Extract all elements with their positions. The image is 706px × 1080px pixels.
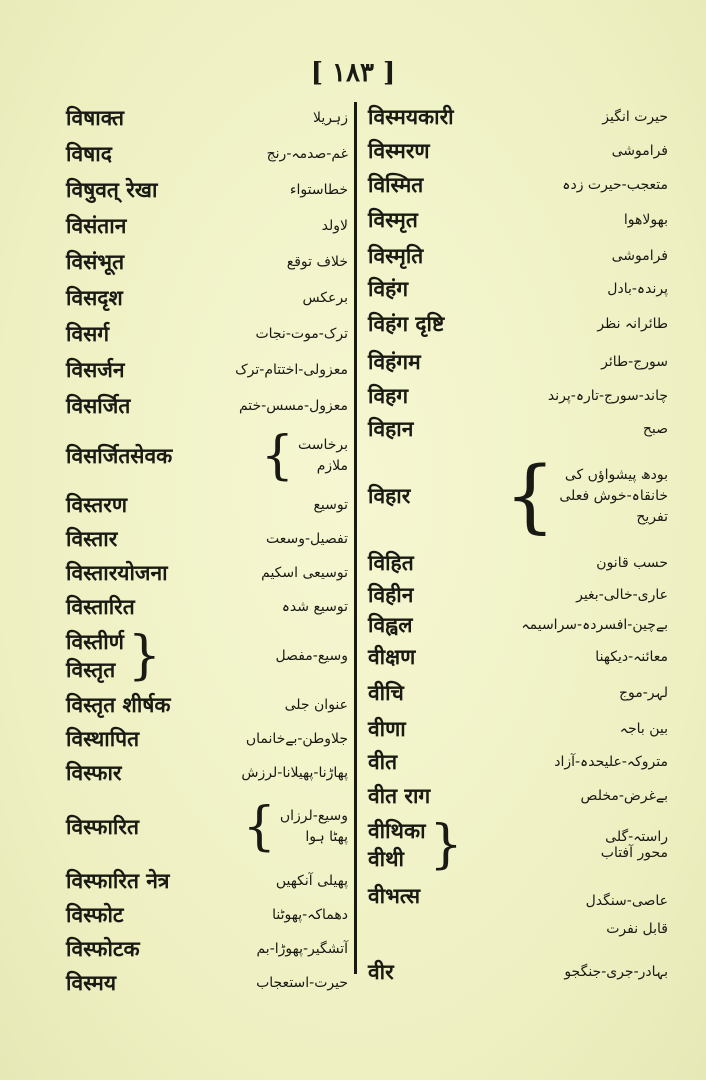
headword: विषाक्त xyxy=(66,105,124,130)
entry xyxy=(368,304,668,344)
brace-icon: { xyxy=(504,449,556,542)
gloss: فراموشی xyxy=(611,143,668,159)
entry xyxy=(66,722,348,756)
gloss: خطاستواء xyxy=(289,182,348,198)
entry xyxy=(368,746,668,778)
gloss: دھماکہ-پھوٹنا xyxy=(272,907,348,923)
entry xyxy=(368,712,668,746)
headword: विहंग xyxy=(368,276,409,301)
gloss: توسیع شدہ xyxy=(281,599,348,615)
entry xyxy=(66,172,348,208)
gloss: توسیعی اسکیم xyxy=(261,565,348,581)
headword: विस्तृत शीर्षक xyxy=(66,692,171,717)
gloss: بین باجہ xyxy=(619,721,668,737)
gloss: فراموشی xyxy=(611,248,668,264)
gloss: پھاڑنا-پھیلانا-لرزش xyxy=(241,765,348,781)
entry xyxy=(368,412,668,446)
entry xyxy=(66,208,348,244)
headword: विस्फोट xyxy=(66,902,124,927)
headword: विहान xyxy=(368,416,414,441)
entry xyxy=(66,756,348,790)
headword: विहंगम xyxy=(368,349,421,374)
gloss: پرندہ-بادل xyxy=(607,281,668,297)
headword: विस्मृति xyxy=(368,243,424,268)
headword: वीत राग xyxy=(368,783,431,808)
gloss: لاولد xyxy=(321,218,348,234)
gloss: بھولاھوا xyxy=(623,212,668,228)
gloss-line: راستہ-گلی xyxy=(605,829,668,845)
entry xyxy=(66,136,348,172)
entry xyxy=(368,446,668,546)
entry xyxy=(66,352,348,388)
gloss: غم-صدمہ-رنج xyxy=(266,146,348,162)
gloss: آتشگیر-پھوڑا-بم xyxy=(256,941,348,957)
entry xyxy=(66,966,348,1000)
headword: वीथी xyxy=(368,846,404,871)
headword: विस्मयकारी xyxy=(368,104,454,129)
gloss: بےغرض-مخلص xyxy=(580,788,668,804)
headword: विस्फारित xyxy=(66,814,139,839)
headword: विस्तृत xyxy=(66,657,116,682)
page-number: [ ١٨٣ ] xyxy=(310,58,396,88)
gloss-line: بودھ پیشواؤں کی xyxy=(564,466,668,483)
entry xyxy=(66,932,348,966)
headword: विहंग दृष्टि xyxy=(368,311,445,336)
headword: विस्तारयोजना xyxy=(66,560,168,585)
gloss: متعجب-حیرت زدہ xyxy=(562,177,668,193)
entry xyxy=(368,168,668,202)
headword: विषाद xyxy=(66,141,112,166)
gloss: جلاوطن-بےخانماں xyxy=(245,731,348,747)
gloss: توسیع xyxy=(313,497,348,513)
gloss: حیرت-استعجاب xyxy=(256,975,348,991)
gloss-group xyxy=(257,426,348,486)
headword-group xyxy=(66,628,165,684)
gloss: حیرت انگیز xyxy=(602,109,668,125)
gloss: صبح xyxy=(642,421,668,437)
entry xyxy=(66,624,348,688)
headword: विस्फोटक xyxy=(66,936,140,961)
gloss-group xyxy=(500,449,668,542)
gloss: لہر-موج xyxy=(618,685,668,701)
entry xyxy=(66,100,348,136)
entry xyxy=(66,790,348,864)
entry xyxy=(368,876,668,954)
entry xyxy=(368,610,668,640)
headword: विसदृश xyxy=(66,285,123,310)
gloss: متروکہ-علیحدہ-آزاد xyxy=(554,754,668,770)
brace-icon: } xyxy=(429,815,463,875)
entry xyxy=(66,556,348,590)
gloss-line: قابل نفرت xyxy=(606,921,668,937)
entry xyxy=(368,674,668,712)
entry xyxy=(368,778,668,814)
gloss-line: پھٹا ہوا xyxy=(305,829,348,845)
gloss: زہریلا xyxy=(313,110,348,126)
entry xyxy=(368,202,668,238)
headword: वीथिका xyxy=(368,818,426,843)
entry xyxy=(368,814,668,876)
gloss: بےچین-افسردہ-سراسیمہ xyxy=(521,617,668,633)
entry xyxy=(368,380,668,412)
gloss-line: ملازم xyxy=(316,458,348,474)
gloss: چاند-سورج-تارہ-پرند xyxy=(547,388,668,404)
headword: विसंभूत xyxy=(66,249,125,274)
gloss: معزولی-اختتام-ترک xyxy=(235,362,348,378)
entry xyxy=(368,954,668,990)
brace-icon: { xyxy=(242,797,276,857)
gloss: خلاف توقع xyxy=(286,254,348,270)
headword: विहार xyxy=(368,483,411,508)
gloss: طائرانہ نظر xyxy=(597,316,668,332)
entry xyxy=(66,244,348,280)
gloss: معائنہ-دیکھنا xyxy=(595,649,668,665)
headword: विह्वल xyxy=(368,612,413,637)
brace-icon: } xyxy=(127,626,161,686)
headword-group xyxy=(368,817,467,873)
headword: विसर्ग xyxy=(66,321,110,346)
headword: विस्मय xyxy=(66,970,117,995)
gloss: عاری-خالی-بغیر xyxy=(576,587,668,603)
gloss: وسیع-مفصل xyxy=(275,648,348,664)
entry xyxy=(66,864,348,898)
entry xyxy=(66,590,348,624)
gloss: سورج-طائر xyxy=(601,354,668,370)
headword: विषुवत् रेखा xyxy=(66,177,158,202)
headword: वीचि xyxy=(368,680,404,705)
headword: वीत xyxy=(368,749,398,774)
headword: विसर्जन xyxy=(66,357,125,382)
entry xyxy=(66,522,348,556)
gloss-line: محور آفتاب xyxy=(600,845,668,861)
brace-icon: { xyxy=(260,426,294,486)
entry xyxy=(66,898,348,932)
headword: विसर्जित xyxy=(66,393,131,418)
headword: वीणा xyxy=(368,716,406,741)
headword: विस्तरण xyxy=(66,492,128,517)
headword: विसर्जितसेवक xyxy=(66,443,173,468)
entry xyxy=(66,316,348,352)
gloss: عنوان جلی xyxy=(284,697,348,713)
gloss: حسب قانون xyxy=(596,555,668,571)
entry xyxy=(66,688,348,722)
headword: विस्तीर्ण xyxy=(66,629,124,654)
headword: विसंतान xyxy=(66,213,127,238)
column-divider xyxy=(354,102,357,974)
entry xyxy=(66,388,348,424)
left-column xyxy=(66,100,348,1000)
entry xyxy=(368,134,668,168)
gloss: بہادر-جری-جنگجو xyxy=(564,964,668,980)
gloss: برعکس xyxy=(302,290,348,306)
right-column xyxy=(368,100,668,990)
headword: विहीन xyxy=(368,582,414,607)
gloss: معزول-مسس-ختم xyxy=(238,398,348,414)
headword: विस्फार xyxy=(66,760,122,785)
gloss-group xyxy=(239,797,348,857)
entry xyxy=(368,580,668,610)
gloss: ترک-موت-نجات xyxy=(255,326,348,342)
gloss-line: عاصی-سنگدل xyxy=(585,893,668,909)
entry xyxy=(66,280,348,316)
gloss: تفصیل-وسعت xyxy=(266,531,348,547)
headword: विस्थापित xyxy=(66,726,140,751)
headword: विहग xyxy=(368,383,409,408)
entry xyxy=(66,488,348,522)
headword: विस्तार xyxy=(66,526,118,551)
headword: विस्मित xyxy=(368,172,424,197)
headword: वीर xyxy=(368,959,394,984)
entry xyxy=(368,546,668,580)
entry xyxy=(368,640,668,674)
gloss-line: وسیع-لرزاں xyxy=(279,808,348,824)
gloss: پھیلی آنکھیں xyxy=(275,873,348,889)
headword: विस्तारित xyxy=(66,594,135,619)
gloss-line: برخاست xyxy=(297,437,348,453)
entry xyxy=(368,100,668,134)
headword: विस्मरण xyxy=(368,138,430,163)
headword: विहित xyxy=(368,550,414,575)
gloss-line: تفریح xyxy=(636,508,668,525)
entry xyxy=(368,344,668,380)
headword: विस्मृत xyxy=(368,207,418,232)
entry xyxy=(368,274,668,304)
headword: विस्फारित नेत्र xyxy=(66,868,170,893)
headword: वीभत्स xyxy=(368,883,421,908)
entry xyxy=(66,424,348,488)
gloss-line: خانقاہ-خوش فعلی xyxy=(559,487,668,504)
headword: वीक्षण xyxy=(368,644,416,669)
entry xyxy=(368,238,668,274)
